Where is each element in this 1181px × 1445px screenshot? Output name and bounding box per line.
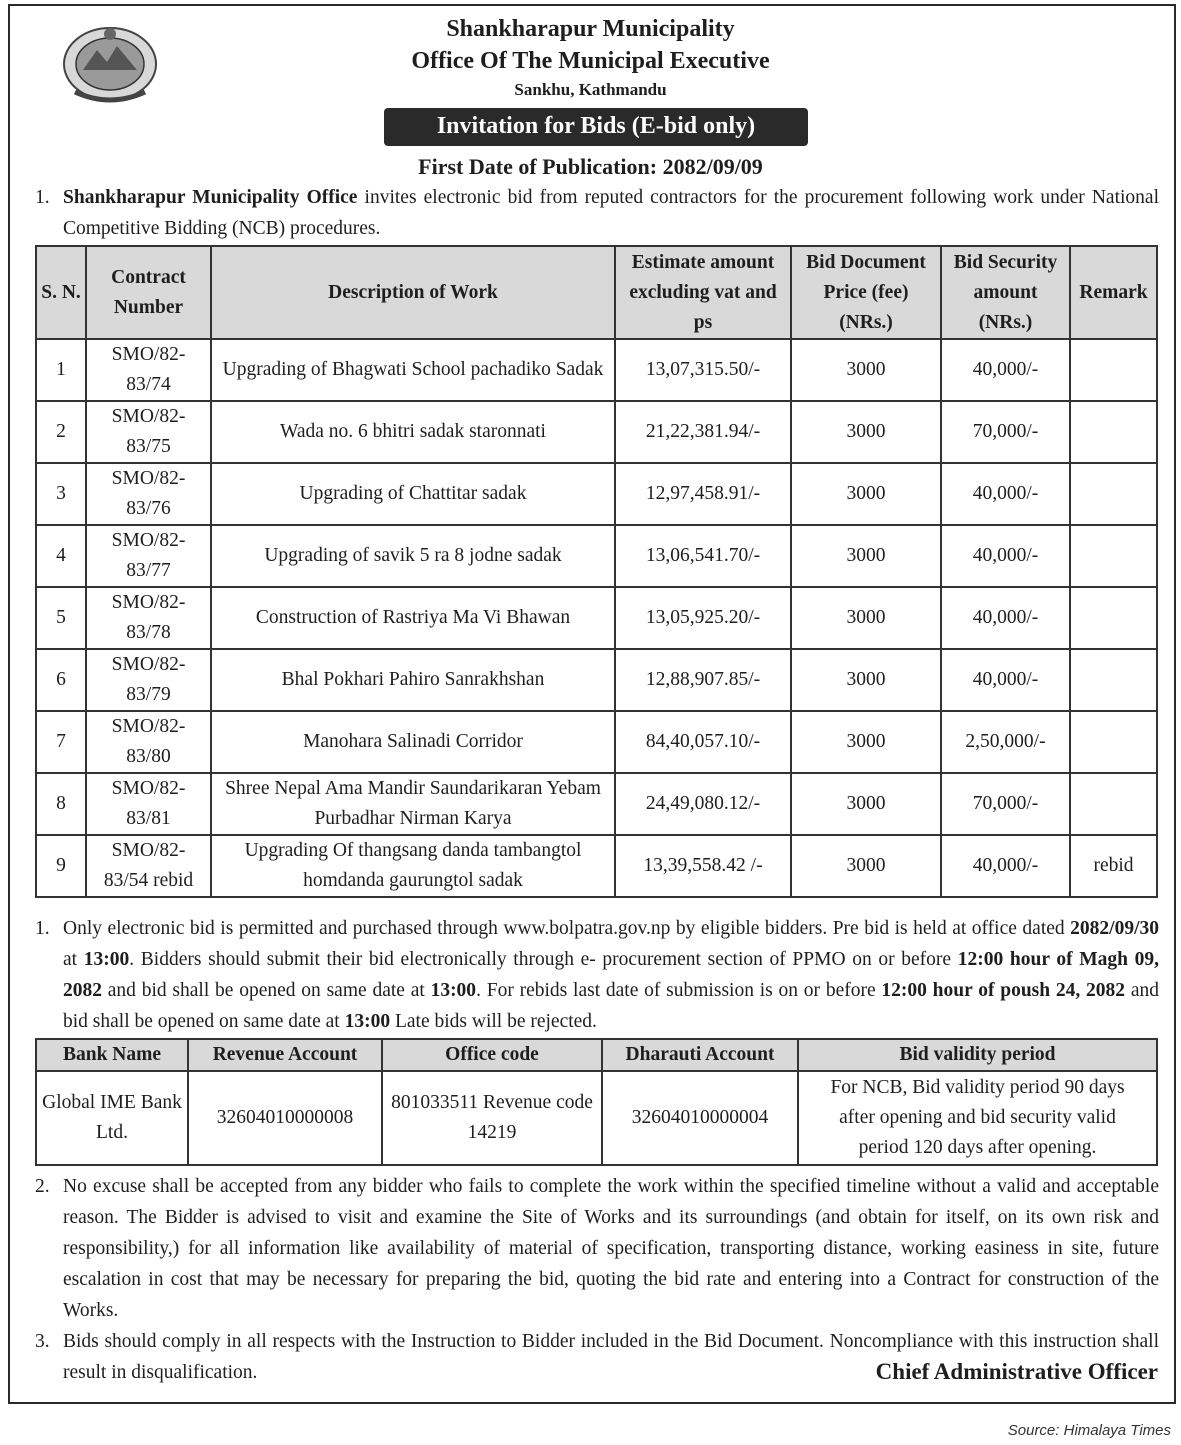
cell-contract: SMO/82-83/79 xyxy=(86,649,211,711)
dharauti-account: 32604010000004 xyxy=(602,1071,798,1165)
note-2 xyxy=(35,1171,1159,1326)
cell-remark: rebid xyxy=(1070,835,1157,897)
table-row xyxy=(36,711,1157,773)
table-row xyxy=(36,463,1157,525)
table-row xyxy=(36,773,1157,835)
cell-contract: SMO/82-83/77 xyxy=(86,525,211,587)
source-credit: Source: Himalaya Times xyxy=(1007,1422,1171,1439)
cell-description: Upgrading of savik 5 ra 8 jodne sadak xyxy=(211,525,615,587)
cell-security: 70,000/- xyxy=(941,401,1070,463)
cell-security: 2,50,000/- xyxy=(941,711,1070,773)
note-2-text: No excuse shall be accepted from any bidder who fails to complete the work within the specified timeline without a valid and acceptable reason. The Bidder is advised to visit and examine the Site of Works and its surroundings (and obtain for itself, on its own risk and responsibility,) for all information like availability of material of specification, transporting distance, working easiness in site, future escalation in cost that may be necessary for preparing the bid, quoting the bid rate and entering into a Contract for construction of the Works. xyxy=(63,1176,1159,1321)
table-row xyxy=(36,401,1157,463)
col-estimate: Estimate amount excluding vat and ps xyxy=(615,246,791,339)
cell-estimate: 13,39,558.42 /- xyxy=(615,835,791,897)
intro-bold: Shankharapur Municipality Office xyxy=(63,187,358,208)
cell-security: 40,000/- xyxy=(941,835,1070,897)
cell-description: Shree Nepal Ama Mandir Saundarikaran Yebam Purbadhar Nirman Karya xyxy=(211,773,615,835)
cell-estimate: 13,06,541.70/- xyxy=(615,525,791,587)
cell-estimate: 13,07,315.50/- xyxy=(615,339,791,401)
cell-contract: SMO/82-83/75 xyxy=(86,401,211,463)
note-1: 1. Only electronic bid is permitted and purchased through www.bolpatra.gov.np by eligible bidders. Pre bid is held at office dated 2082/09/30 at 13:00. Bidders should submit their bid electronically through e- procurement section of PPMO on or before 12:00 hour of Magh 09, 2082 and bid shall be opened on same date at 13:00. For rebids last date of submission is on or before 12:00 hour of poush 24, 2082 and bid shall be opened on same date at 13:00 Late bids will be rejected. xyxy=(35,913,1159,1037)
col-dharauti-account: Dharauti Account xyxy=(602,1039,798,1071)
cell-sn: 3 xyxy=(36,463,86,525)
cell-fee: 3000 xyxy=(791,525,941,587)
item-number: 2. xyxy=(35,1176,50,1197)
cell-remark xyxy=(1070,649,1157,711)
col-remark: Remark xyxy=(1070,246,1157,339)
cell-description: Bhal Pokhari Pahiro Sanrakhshan xyxy=(211,649,615,711)
cell-estimate: 24,49,080.12/- xyxy=(615,773,791,835)
item-number: 1. xyxy=(35,187,50,208)
cell-sn: 6 xyxy=(36,649,86,711)
cell-description: Upgrading of Bhagwati School pachadiko Sadak xyxy=(211,339,615,401)
cell-security: 40,000/- xyxy=(941,463,1070,525)
cell-sn: 8 xyxy=(36,773,86,835)
cell-fee: 3000 xyxy=(791,401,941,463)
cell-security: 40,000/- xyxy=(941,525,1070,587)
col-bid-validity: Bid validity period xyxy=(798,1039,1157,1071)
cell-remark xyxy=(1070,711,1157,773)
publication-date: First Date of Publication: 2082/09/09 xyxy=(418,154,763,179)
signature: Chief Administrative Officer xyxy=(875,1359,1158,1384)
item-number: 3. xyxy=(35,1331,50,1352)
table-row xyxy=(36,587,1157,649)
note-3-text: Bids should comply in all respects with the Instruction to Bidder included in the Bid Document. Noncompliance with this instruction shall result in disqualification. xyxy=(63,1331,1159,1383)
cell-remark xyxy=(1070,339,1157,401)
table-row xyxy=(36,649,1157,711)
cell-security: 40,000/- xyxy=(941,649,1070,711)
cell-fee: 3000 xyxy=(791,587,941,649)
col-sn: S. N. xyxy=(36,246,86,339)
cell-remark xyxy=(1070,463,1157,525)
cell-security: 40,000/- xyxy=(941,339,1070,401)
table-row xyxy=(36,835,1157,897)
cell-fee: 3000 xyxy=(791,711,941,773)
works-header-row xyxy=(36,246,1157,339)
municipality-name: Shankharapur Municipality xyxy=(446,16,735,42)
notice-title: Invitation for Bids (E-bid only) xyxy=(384,108,808,146)
cell-contract: SMO/82-83/80 xyxy=(86,711,211,773)
office-code: 801033511 Revenue code 14219 xyxy=(382,1071,602,1165)
col-security: Bid Security amount (NRs.) xyxy=(941,246,1070,339)
cell-remark xyxy=(1070,773,1157,835)
table-row xyxy=(36,525,1157,587)
cell-sn: 5 xyxy=(36,587,86,649)
cell-contract: SMO/82-83/81 xyxy=(86,773,211,835)
table-row xyxy=(36,339,1157,401)
col-revenue-account: Revenue Account xyxy=(188,1039,382,1071)
col-description: Description of Work xyxy=(211,246,615,339)
bank-table xyxy=(35,1038,1158,1166)
cell-estimate: 12,88,907.85/- xyxy=(615,649,791,711)
cell-description: Wada no. 6 bhitri sadak staronnati xyxy=(211,401,615,463)
cell-contract: SMO/82-83/74 xyxy=(86,339,211,401)
cell-description: Upgrading of Chattitar sadak xyxy=(211,463,615,525)
bank-row xyxy=(36,1071,1157,1165)
cell-remark xyxy=(1070,401,1157,463)
col-office-code: Office code xyxy=(382,1039,602,1071)
cell-security: 70,000/- xyxy=(941,773,1070,835)
bid-validity: For NCB, Bid validity period 90 days after opening and bid security valid period 120 days after opening. xyxy=(798,1071,1157,1165)
cell-sn: 7 xyxy=(36,711,86,773)
cell-sn: 9 xyxy=(36,835,86,897)
cell-fee: 3000 xyxy=(791,773,941,835)
cell-security: 40,000/- xyxy=(941,587,1070,649)
cell-remark xyxy=(1070,587,1157,649)
cell-estimate: 13,05,925.20/- xyxy=(615,587,791,649)
bank-name: Global IME Bank Ltd. xyxy=(36,1071,188,1165)
item-number: 1. xyxy=(35,918,50,939)
cell-sn: 2 xyxy=(36,401,86,463)
cell-fee: 3000 xyxy=(791,649,941,711)
cell-remark xyxy=(1070,525,1157,587)
cell-estimate: 12,97,458.91/- xyxy=(615,463,791,525)
bank-header-row xyxy=(36,1039,1157,1071)
office-address: Sankhu, Kathmandu xyxy=(514,80,667,99)
cell-contract: SMO/82-83/54 rebid xyxy=(86,835,211,897)
works-table xyxy=(35,245,1158,898)
cell-fee: 3000 xyxy=(791,339,941,401)
cell-estimate: 84,40,057.10/- xyxy=(615,711,791,773)
office-name: Office Of The Municipal Executive xyxy=(411,48,770,74)
cell-contract: SMO/82-83/78 xyxy=(86,587,211,649)
intro-text: invites electronic bid from reputed contractors for the procurement following work under National Competitive Bidding (NCB) procedures. xyxy=(63,187,1159,239)
cell-description: Manohara Salinadi Corridor xyxy=(211,711,615,773)
cell-sn: 4 xyxy=(36,525,86,587)
intro-paragraph xyxy=(35,182,1159,244)
col-contract: Contract Number xyxy=(86,246,211,339)
cell-estimate: 21,22,381.94/- xyxy=(615,401,791,463)
cell-fee: 3000 xyxy=(791,463,941,525)
revenue-account: 32604010000008 xyxy=(188,1071,382,1165)
cell-fee: 3000 xyxy=(791,835,941,897)
cell-description: Construction of Rastriya Ma Vi Bhawan xyxy=(211,587,615,649)
cell-contract: SMO/82-83/76 xyxy=(86,463,211,525)
col-bank-name: Bank Name xyxy=(36,1039,188,1071)
cell-description: Upgrading Of thangsang danda tambangtol homdanda gaurungtol sadak xyxy=(211,835,615,897)
col-fee: Bid Document Price (fee) (NRs.) xyxy=(791,246,941,339)
cell-sn: 1 xyxy=(36,339,86,401)
